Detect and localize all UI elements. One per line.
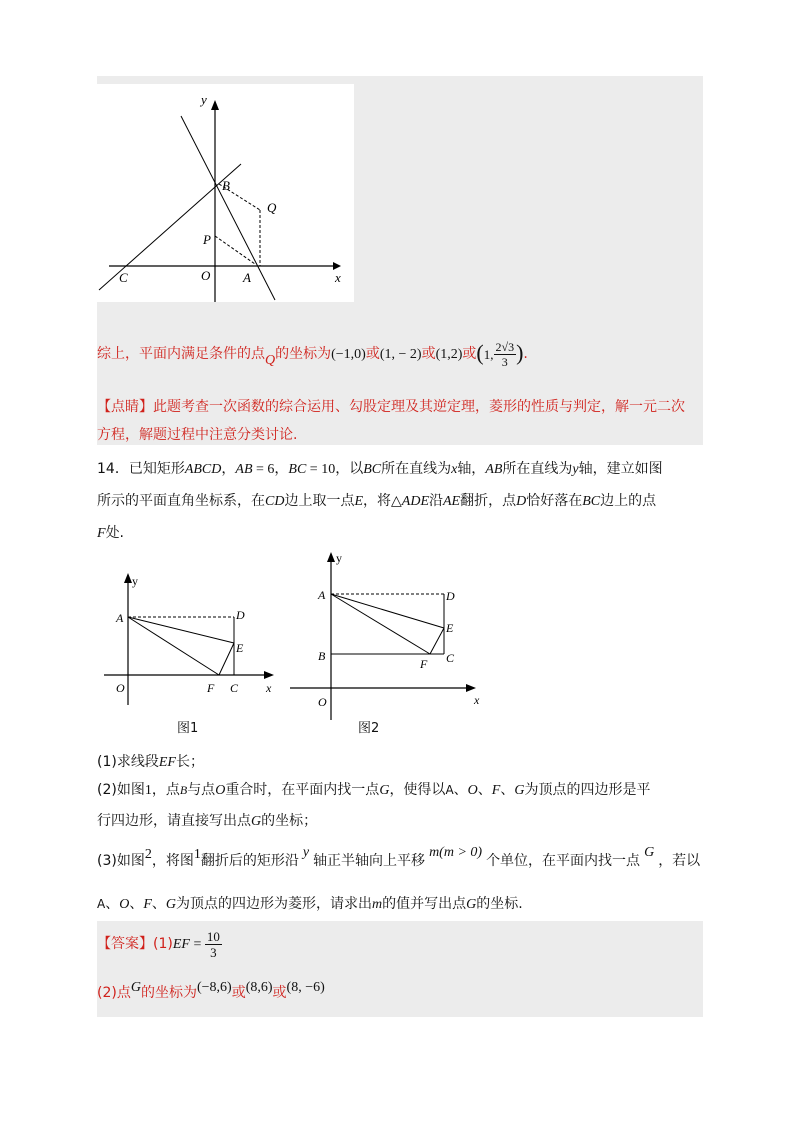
p14-d: D — [516, 494, 527, 509]
answer-line-1 — [97, 926, 222, 962]
q3-m2: m — [372, 897, 383, 912]
q2-t5: 、 — [453, 782, 468, 798]
p14-ab2: AB — [485, 462, 503, 477]
label-x: x — [335, 270, 341, 285]
fig2-label-e: E — [446, 621, 454, 635]
q2-n1: 1 — [144, 783, 152, 798]
fig2-ae — [331, 594, 444, 628]
q2-o2: O — [467, 783, 478, 798]
fig2-label-y: y — [336, 551, 342, 565]
conclusion-line — [97, 336, 528, 370]
fig2-x-arrow — [466, 684, 476, 692]
fig2-label-o: O — [318, 695, 327, 709]
answer-or2: 或 — [272, 985, 287, 1001]
p14-t6: 所在直线为 — [502, 461, 573, 477]
coord-4-den: 3 — [501, 355, 508, 370]
p14-eq6: = 6 — [252, 462, 275, 477]
problem14-line-1 — [97, 458, 663, 481]
coord-4-num: 2√3 — [495, 340, 515, 355]
q1-ef: EF — [158, 755, 176, 770]
p14-bc3: BC — [582, 494, 601, 509]
answer-p2b: 的坐标为 — [140, 985, 197, 1001]
p14-l3: 处. — [105, 525, 125, 541]
q3-l2t6: 的坐标. — [476, 896, 523, 912]
comment-tag: 【点睛】 — [97, 399, 153, 415]
question-3-line-2 — [97, 893, 523, 916]
answer-tag: 【答案】 — [97, 936, 153, 952]
or-3: 或 — [462, 345, 477, 362]
p14-ade: △ADE — [391, 494, 429, 509]
figure-2 — [288, 548, 488, 720]
figure-1-caption: 图1 — [177, 721, 199, 736]
coord-3: (1,2) — [435, 346, 463, 362]
q3-g2: G — [165, 897, 177, 912]
p14-t3: ，以 — [335, 461, 364, 477]
conclusion-prefix: 综上，平面内满足条件的点 — [97, 345, 265, 362]
q2-o: O — [215, 783, 226, 798]
answer-g: G — [130, 980, 141, 995]
p14-num: 14．已知矩形 — [97, 461, 185, 477]
fig1-x-arrow — [264, 671, 274, 679]
p14-l2b: 边上取一点 — [284, 493, 355, 509]
label-y: y — [201, 92, 207, 107]
problem14-line-2 — [97, 490, 656, 513]
problem14-line-3 — [97, 522, 124, 545]
fig2-fe — [430, 628, 444, 654]
p14-l2d: 沿 — [429, 493, 443, 509]
fig2-label-f: F — [420, 657, 428, 671]
figure-2-svg — [288, 548, 488, 720]
answer-line-2 — [97, 978, 325, 1008]
q3-n1: 1 — [193, 847, 201, 862]
conclusion-point: Q — [265, 352, 276, 368]
q2-a: A — [445, 783, 454, 797]
q2-t3: 重合时，在平面内找一点 — [225, 782, 380, 798]
q2-l2a: 行四边形，请直接写出点 — [97, 813, 251, 829]
p14-ae: AE — [443, 494, 461, 509]
or-1: 或 — [365, 345, 380, 362]
answer-p1: (1) — [153, 936, 173, 952]
question-2-line-1 — [97, 779, 650, 802]
fig1-label-c: C — [230, 681, 239, 695]
p14-bc: BC — [288, 462, 307, 477]
fig1-ae — [128, 617, 234, 643]
q2-t1: ，点 — [151, 782, 180, 798]
answer-fraction — [205, 929, 222, 960]
coord-4-x: 1, — [483, 346, 494, 362]
q3-o: O — [119, 897, 130, 912]
q3-a: A — [97, 897, 106, 911]
fig2-label-b: B — [318, 649, 326, 663]
conclusion-end: . — [523, 345, 528, 362]
fig1-label-e: E — [236, 641, 244, 655]
comment-line-2 — [97, 424, 297, 446]
q2-t4: ，使得以 — [389, 782, 446, 798]
coord-2: (1, − 2) — [379, 346, 422, 362]
question-3-line-1 — [97, 845, 701, 873]
q2-b: B — [179, 783, 188, 797]
p14-t7: 轴，建立如图 — [578, 461, 663, 477]
fig1-af — [128, 617, 219, 675]
label-p: P — [203, 232, 211, 247]
question-1 — [97, 751, 204, 774]
fig1-label-a: A — [116, 611, 124, 625]
answer-c3: (8, −6) — [286, 980, 325, 995]
q3-f: F — [143, 897, 152, 912]
p14-f: F — [97, 526, 106, 541]
answer-num: 10 — [206, 928, 220, 944]
q3-g: G — [644, 845, 655, 860]
answer-eq: = — [189, 937, 205, 952]
y-axis-arrow — [211, 100, 219, 110]
q3-y: y — [302, 845, 310, 860]
q3-l2t5: 的值并写出点 — [382, 896, 467, 912]
label-o: O — [201, 268, 211, 283]
or-2: 或 — [421, 345, 436, 362]
q2-g: G — [379, 783, 390, 798]
q3-l2t4: 为顶点的四边形为菱形，请求出 — [176, 896, 373, 912]
label-a: A — [243, 270, 251, 285]
comment-text-2: 方程，解题过程中注意分类讨论. — [97, 427, 298, 443]
top-graph-svg — [97, 84, 354, 302]
fig2-label-c: C — [446, 651, 455, 665]
p14-l2c: ，将 — [363, 493, 392, 509]
q3-g3: G — [466, 897, 477, 912]
answer-ef: EF — [172, 937, 190, 952]
p14-l2a: 所示的平面直角坐标系，在 — [97, 493, 265, 509]
label-q: Q — [267, 200, 277, 215]
comment-line-1 — [97, 396, 685, 418]
p14-t2: ， — [274, 461, 289, 477]
p14-t1: ， — [221, 461, 236, 477]
fig1-label-d: D — [236, 608, 245, 622]
q1-suffix: 长； — [175, 754, 204, 770]
fig1-label-y: y — [132, 574, 138, 588]
fig1-fe — [219, 643, 234, 675]
answer-c1: (−8,6) — [196, 980, 232, 995]
q2-t8: 为顶点的四边形是平 — [524, 782, 651, 798]
q3-t4: 个单位，在平面内找一点 — [486, 853, 641, 869]
answer-den: 3 — [210, 944, 217, 960]
answer-c2: (8,6) — [245, 980, 273, 995]
q1-prefix: (1)求线段 — [97, 754, 159, 770]
p14-bc2: BC — [363, 462, 382, 477]
p14-eq10: = 10 — [306, 462, 336, 477]
p14-l2e: 翻折，点 — [460, 493, 517, 509]
p14-abcd: ABCD — [184, 462, 222, 477]
q2-t6: 、 — [477, 782, 492, 798]
q3-l2t2: 、 — [129, 896, 144, 912]
q3-l2t1: 、 — [105, 896, 120, 912]
comment-text-1: 此题考查一次函数的综合运用、勾股定理及其逆定理，菱形的性质与判定，解一元二次 — [153, 399, 685, 415]
p14-cd: CD — [265, 494, 285, 509]
fig2-label-d: D — [446, 589, 455, 603]
q2-t2: 与点 — [187, 782, 216, 798]
question-2-line-2 — [97, 810, 317, 833]
coord-4: (1, $\frac{2√3}{3}$ ) — [476, 340, 524, 370]
q2-g3: G — [251, 814, 262, 829]
p14-t5: 轴， — [457, 461, 486, 477]
fig2-label-x: x — [474, 693, 480, 707]
q3-l2t3: 、 — [151, 896, 166, 912]
fig1-y-arrow — [124, 573, 132, 583]
p14-l2f: 恰好落在 — [526, 493, 583, 509]
q2-l2b: 的坐标； — [261, 813, 318, 829]
label-b: B — [222, 178, 230, 193]
q3-n2: 2 — [144, 847, 152, 862]
q2-f: F — [491, 783, 501, 798]
label-c: C — [119, 270, 128, 285]
fig1-label-o: O — [116, 681, 125, 695]
q3-prefix: (3)如图 — [97, 853, 145, 869]
q3-m: m(m > 0) — [429, 845, 483, 860]
fig1-label-x: x — [266, 681, 272, 695]
figure-2-caption: 图2 — [358, 721, 380, 736]
p14-ab: AB — [235, 462, 253, 477]
coord-1: (−1,0) — [331, 346, 366, 362]
top-graph-figure — [97, 84, 354, 302]
fig2-y-arrow — [327, 552, 335, 562]
q3-t2: 翻折后的矩形沿 — [200, 853, 299, 869]
fig2-af — [331, 594, 430, 654]
p14-t4: 所在直线为 — [381, 461, 452, 477]
fig2-label-a: A — [318, 588, 326, 602]
q3-t1: ，将图 — [151, 853, 194, 869]
p14-e: E — [354, 494, 364, 509]
p14-x: x — [451, 462, 458, 477]
x-axis-arrow — [333, 262, 341, 270]
line-ba — [181, 116, 275, 300]
q3-t3: 轴正半轴向上平移 — [313, 853, 426, 869]
q3-t5: ，若以 — [658, 853, 701, 869]
answer-p2a: (2)点 — [97, 985, 131, 1001]
coord-4-fraction — [494, 340, 517, 369]
q2-g2: G — [514, 783, 525, 798]
p14-l2g: 边上的点 — [600, 493, 657, 509]
q2-prefix: (2)如图 — [97, 782, 145, 798]
answer-or1: 或 — [231, 985, 246, 1001]
conclusion-mid: 的坐标为 — [275, 345, 332, 362]
fig1-label-f: F — [207, 681, 215, 695]
q2-t7: 、 — [500, 782, 515, 798]
p14-y: y — [572, 462, 579, 477]
